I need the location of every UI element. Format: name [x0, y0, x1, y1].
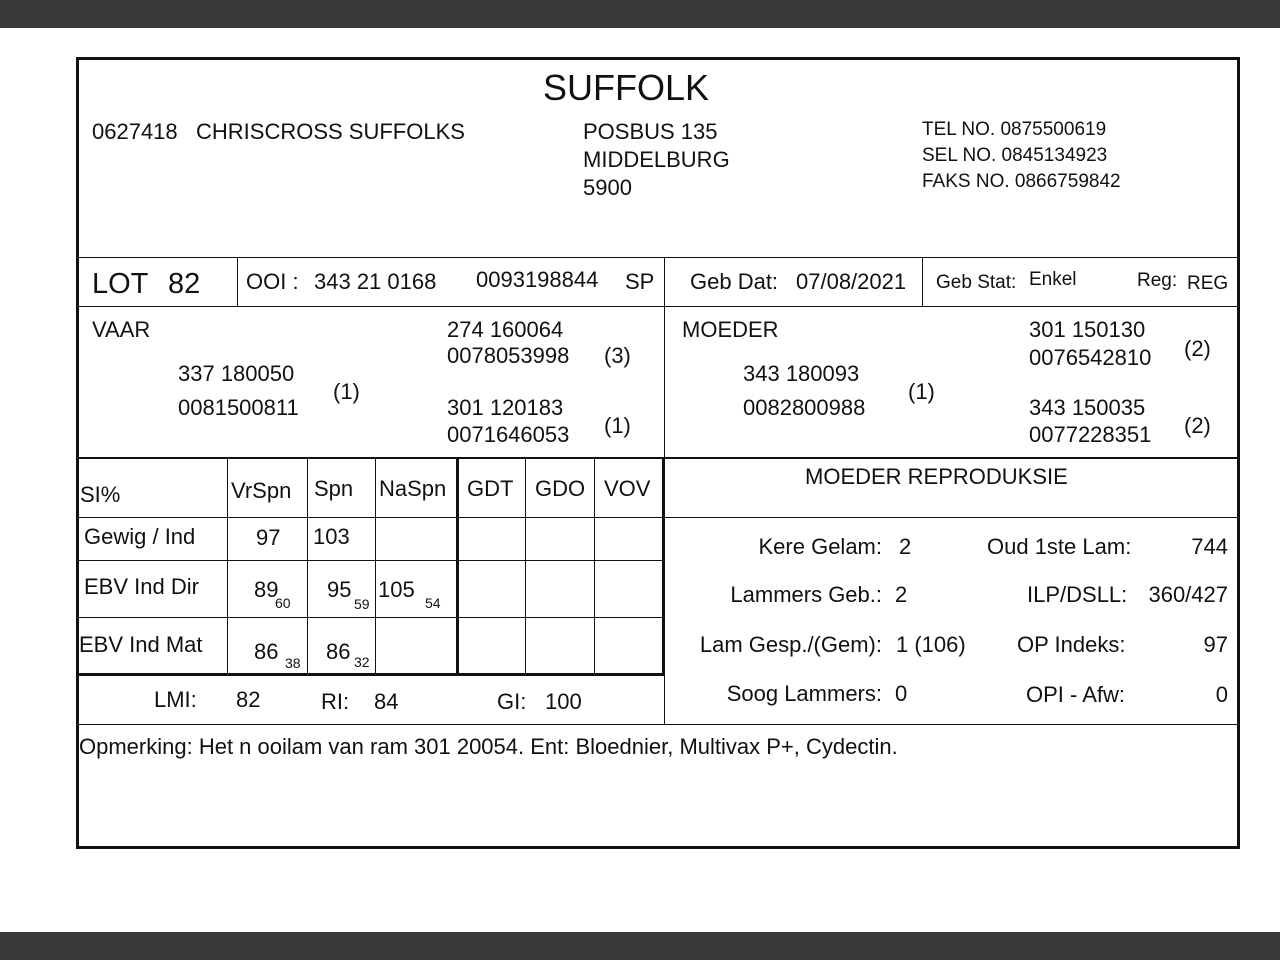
address-line-3: 5900 [583, 175, 632, 200]
ri-label: RI: [321, 689, 350, 714]
soog-value: 0 [895, 681, 908, 706]
si-row2-naspn-sub: 54 [425, 595, 441, 611]
dam-sire-id: 301 150130 [1029, 317, 1146, 342]
sire-sire-id: 274 160064 [447, 317, 564, 342]
rule-pedigree [78, 457, 1238, 459]
rule-geb-stat [922, 257, 923, 307]
faks-number: FAKS NO. 0866759842 [922, 171, 1121, 192]
registration-number: 0093198844 [476, 267, 599, 292]
op-value: 97 [1203, 632, 1228, 657]
lmi-value: 82 [236, 687, 261, 712]
dam-id: 343 180093 [743, 361, 860, 386]
si-row2-vrspn: 89 [254, 577, 279, 602]
sire-reg: 0081500811 [178, 395, 299, 420]
breed-title: SUFFOLK [543, 67, 710, 108]
si-header-vrspn: VrSpn [231, 478, 292, 503]
ooi-number: 343 21 0168 [314, 269, 437, 294]
si-corner: SI% [80, 482, 121, 507]
lmi-label: LMI: [154, 687, 197, 712]
si-row2-vrspn-sub: 60 [275, 595, 291, 611]
sire-dam-count: (1) [604, 413, 631, 438]
dam-dam-id: 343 150035 [1029, 395, 1146, 420]
si-row2-naspn: 105 [378, 577, 415, 602]
rule-lot-divider [237, 257, 238, 307]
reg-label: Reg: [1137, 270, 1178, 291]
oud-label: Oud 1ste Lam: [987, 534, 1132, 559]
sire-label: VAAR [92, 317, 151, 342]
op-label: OP Indeks: [1017, 632, 1126, 657]
si-row1-spn: 103 [313, 524, 350, 549]
si-row2-spn-sub: 59 [354, 596, 370, 612]
lammers-label: Lammers Geb.: [730, 582, 882, 607]
rule-si-col3 [375, 458, 376, 675]
dam-dam-count: (2) [1184, 413, 1211, 438]
lot-label: LOT [92, 268, 149, 300]
si-row2-spn: 95 [327, 577, 352, 602]
address-line-2: MIDDELBURG [583, 147, 730, 172]
rule-si-col1 [227, 458, 228, 675]
remarks: Opmerking: Het n ooilam van ram 301 20054. Ent: Bloednier, Multivax P+, Cydectin. [79, 734, 898, 759]
si-header-spn: Spn [314, 476, 354, 501]
frame-right [1237, 57, 1240, 849]
opi-label: OPI - Afw: [1026, 682, 1126, 707]
rule-si-col2 [307, 458, 308, 675]
repro-title: MOEDER REPRODUKSIE [805, 464, 1068, 489]
sp-code: SP [625, 269, 655, 294]
gesp-value: 1 (106) [896, 632, 966, 657]
rule-lot [78, 306, 1238, 307]
si-row1-vrspn: 97 [256, 525, 281, 550]
rule-header [78, 257, 1238, 258]
reg-value: REG [1187, 273, 1229, 294]
rule-si-header [78, 517, 1238, 518]
frame-bottom [76, 846, 1240, 849]
birth-status-label: Geb Stat: [936, 272, 1017, 293]
lammers-value: 2 [895, 582, 908, 607]
tel-number: TEL NO. 0875500619 [922, 119, 1107, 140]
sire-sire-count: (3) [604, 343, 631, 368]
dam-sire-count: (2) [1184, 336, 1211, 361]
dam-label: MOEDER [682, 317, 779, 342]
birth-date-label: Geb Dat: [690, 269, 779, 294]
si-row3-vrspn: 86 [254, 639, 279, 664]
ri-value: 84 [374, 689, 399, 714]
ooi-label: OOI : [246, 269, 299, 294]
breeder-name: CHRISCROSS SUFFOLKS [196, 119, 465, 144]
rule-si-col6 [594, 458, 595, 675]
kere-label: Kere Gelam: [758, 534, 882, 559]
rule-si-col5 [525, 458, 526, 675]
rule-si-right [662, 458, 665, 675]
birth-date: 07/08/2021 [796, 269, 907, 294]
si-row3-vrspn-sub: 38 [285, 655, 301, 671]
sire-dam-id: 301 120183 [447, 395, 564, 420]
opi-value: 0 [1215, 682, 1228, 707]
breeder-number: 0627418 [92, 119, 178, 144]
gesp-label: Lam Gesp./(Gem): [699, 632, 882, 657]
dam-reg: 0082800988 [743, 395, 866, 420]
si-header-naspn: NaSpn [379, 476, 447, 501]
gi-value: 100 [545, 689, 582, 714]
rule-si-row2 [78, 617, 664, 618]
si-row-label: EBV Ind Dir [84, 574, 199, 599]
dam-sire-reg: 0076542810 [1029, 345, 1152, 370]
kere-value: 2 [899, 534, 912, 559]
lot-number: 82 [168, 268, 201, 300]
birth-status: Enkel [1029, 269, 1077, 290]
rule-si-bottom [78, 673, 664, 676]
sire-dam-reg: 0071646053 [447, 422, 570, 447]
si-header-gdt: GDT [467, 476, 514, 501]
soog-label: Soog Lammers: [726, 681, 882, 706]
frame-top [76, 57, 1240, 60]
rule-si-col4 [456, 458, 459, 675]
rule-si-row1 [78, 560, 664, 561]
gi-label: GI: [497, 689, 527, 714]
sire-count: (1) [333, 379, 360, 404]
si-row-label: EBV Ind Mat [79, 632, 203, 657]
si-header-vov: VOV [604, 476, 651, 501]
dam-dam-reg: 0077228351 [1029, 422, 1152, 447]
ilp-label: ILP/DSLL: [1027, 582, 1128, 607]
rule-indexes [78, 724, 1238, 725]
si-row3-spn: 86 [326, 639, 351, 664]
sire-sire-reg: 0078053998 [447, 343, 570, 368]
si-header-gdo: GDO [535, 476, 586, 501]
si-row-label: Gewig / Ind [84, 524, 196, 549]
dam-count: (1) [908, 379, 935, 404]
ilp-value: 360/427 [1148, 582, 1228, 607]
sire-id: 337 180050 [178, 361, 295, 386]
frame-left [76, 57, 79, 849]
address-line-1: POSBUS 135 [583, 119, 718, 144]
oud-value: 744 [1191, 534, 1228, 559]
si-row3-spn-sub: 32 [354, 654, 370, 670]
sel-number: SEL NO. 0845134923 [922, 145, 1108, 166]
